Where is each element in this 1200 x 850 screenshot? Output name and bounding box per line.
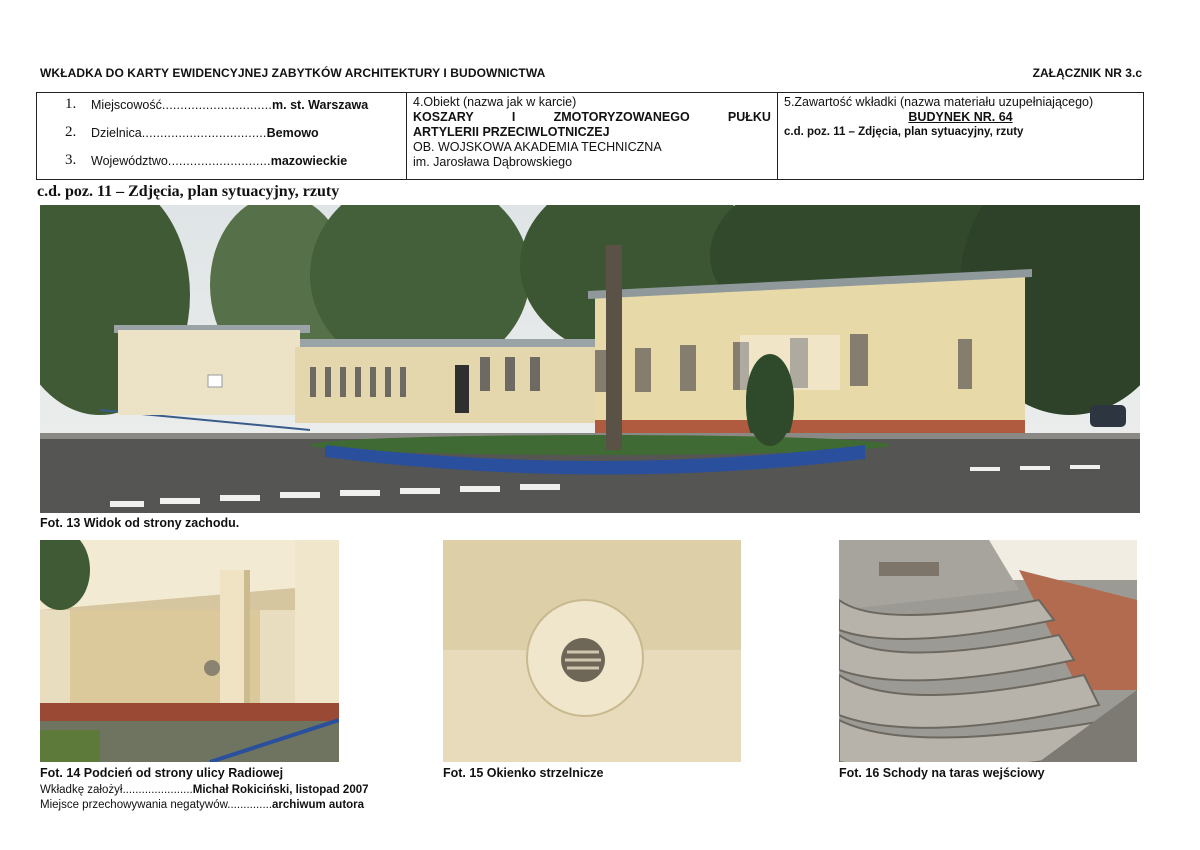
object-word: KOSZARY xyxy=(413,110,474,124)
row-label: Miejscowość xyxy=(91,98,162,112)
photo-firing-window xyxy=(443,540,741,762)
document-title: WKŁADKA DO KARTY EWIDENCYJNEJ ZABYTKÓW ARCHITEKTURY I BUDOWNICTWA xyxy=(40,66,546,80)
row-dots: .................................. xyxy=(141,126,267,140)
row-dots: .............................. xyxy=(161,98,273,112)
building-number: BUDYNEK NR. 64 xyxy=(908,110,1013,124)
author-line xyxy=(40,784,369,796)
storage-line xyxy=(40,799,364,811)
attachment-number: ZAŁĄCZNIK NR 3.c xyxy=(1032,66,1142,80)
object-name-line2: ARTYLERII PRZECIWLOTNICZEJ xyxy=(413,125,610,139)
location-cell xyxy=(37,93,407,179)
contents-cell xyxy=(778,93,1143,179)
author-dots: ...................... xyxy=(122,784,193,796)
object-word: I xyxy=(511,110,516,124)
row-number: 1. xyxy=(65,96,77,112)
photo-caption: Fot. 13 Widok od strony zachodu. xyxy=(40,516,240,530)
contents-label: 5.Zawartość wkładki (nazwa materiału uzupełniającego) xyxy=(784,95,1094,109)
object-patron: im. Jarosława Dąbrowskiego xyxy=(413,155,573,169)
row-number: 2. xyxy=(65,124,77,140)
storage-dots: .............. xyxy=(227,799,273,811)
row-dots: ............................ xyxy=(167,154,271,168)
storage-value: archiwum autora xyxy=(272,799,365,811)
photo-caption: Fot. 15 Okienko strzelnicze xyxy=(443,766,604,780)
photo-west-view xyxy=(40,205,1140,513)
row-number: 3. xyxy=(65,152,77,168)
photo-caption: Fot. 16 Schody na taras wejściowy xyxy=(839,766,1045,780)
object-word: ZMOTORYZOWANEGO xyxy=(553,110,690,124)
object-cell xyxy=(407,93,778,179)
contents-description: c.d. poz. 11 – Zdjęcia, plan sytuacyjny, rzuty xyxy=(784,126,1024,138)
object-label: 4.Obiekt (nazwa jak w karcie) xyxy=(413,95,577,109)
photo-caption: Fot. 14 Podcień od strony ulicy Radiowej xyxy=(40,766,284,780)
row-value: m. st. Warszawa xyxy=(272,98,369,112)
object-word: PUŁKU xyxy=(727,110,771,124)
row-value: Bemowo xyxy=(266,126,319,140)
object-name-line1 xyxy=(413,110,771,125)
info-table xyxy=(36,92,1144,180)
photo-arcade xyxy=(40,540,339,762)
storage-label: Miejsce przechowywania negatywów xyxy=(40,799,228,811)
row-label: Dzielnica xyxy=(91,126,142,140)
author-label: Wkładkę założył xyxy=(40,784,123,796)
row-label: Województwo xyxy=(91,154,168,168)
author-value: Michał Rokiciński, listopad 2007 xyxy=(192,784,369,796)
photo-terrace-stairs xyxy=(839,540,1137,762)
section-title: c.d. poz. 11 – Zdjęcia, plan sytuacyjny, rzuty xyxy=(37,183,340,200)
object-institution: OB. WOJSKOWA AKADEMIA TECHNICZNA xyxy=(413,140,662,154)
row-value: mazowieckie xyxy=(270,154,348,168)
